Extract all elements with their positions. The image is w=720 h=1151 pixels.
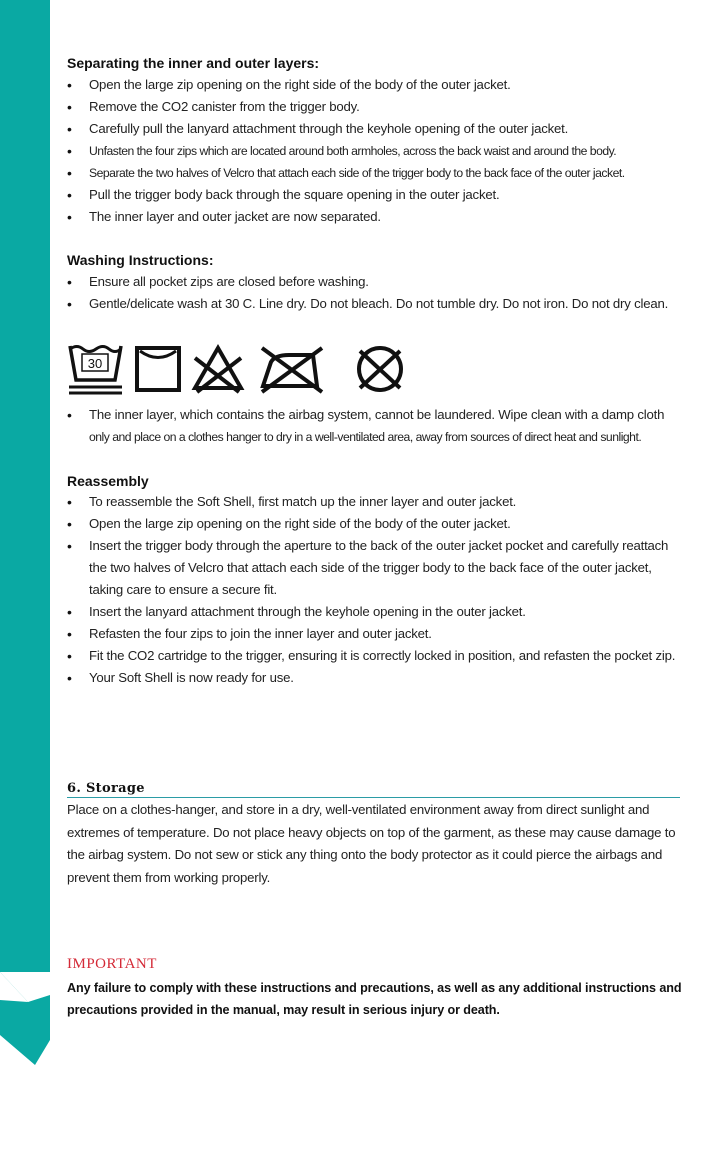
inner-note-line2: only and place on a clothes hanger to dry in a well-ventilated area, away from sources of direct heat and sunlight. [89, 430, 642, 444]
inner-note-line1: The inner layer, which contains the airbag system, cannot be laundered. Wipe clean with a damp cloth [89, 407, 665, 422]
storage-line: Place on a clothes-hanger, and store in a dry, well-ventilated environment away from direct sunlight and [67, 802, 650, 817]
list-item: • Open the large zip opening on the right side of the body of the outer jacket. [67, 74, 682, 96]
list-item: • Refasten the four zips to join the inner layer and outer jacket. [67, 623, 682, 645]
insert-trigger-line1: Insert the trigger body through the aperture to the back of the outer jacket pocket and carefully reattach [89, 538, 669, 553]
list-item: • Ensure all pocket zips are closed before washing. [67, 271, 682, 293]
list-item: • Unfasten the four zips which are located around both armholes, across the back waist and around the body. [67, 140, 682, 162]
separating-heading: Separating the inner and outer layers: [67, 55, 320, 71]
important-line1: Any failure to comply with these instructions and precautions, as well as any additional instructions and [67, 981, 682, 995]
washing-heading: Washing Instructions: [67, 252, 214, 268]
line-dry-icon [137, 348, 179, 390]
washing-list [67, 271, 682, 315]
separating-list [67, 74, 682, 228]
list-item: • The inner layer and outer jacket are now separated. [67, 206, 682, 228]
list-item: • Your Soft Shell is now ready for use. [67, 667, 682, 689]
side-notch-decoration [0, 0, 50, 1151]
list-item: • Fit the CO2 cartridge to the trigger, ensuring it is correctly locked in position, and refasten the pocket zip. [67, 645, 682, 667]
storage-line: extremes of temperature. Do not place heavy objects on top of the garment, as these may cause damage to [67, 824, 676, 840]
list-item: • Insert the lanyard attachment through the keyhole opening in the outer jacket. [67, 601, 682, 623]
reassembly-list [67, 491, 682, 689]
wash-temperature: 30 [87, 356, 103, 371]
storage-line: prevent them from working properly. [67, 869, 271, 885]
wash-30-icon [69, 346, 122, 393]
storage-text [67, 799, 682, 889]
storage-title: 6. Storage [67, 781, 680, 798]
care-symbols [67, 340, 412, 395]
no-dry-clean-icon [359, 348, 401, 390]
side-color-bar [0, 0, 50, 1151]
list-item: • Separate the two halves of Velcro that attach each side of the trigger body to the back face of the outer jacket. [67, 162, 682, 184]
list-item: • Remove the CO2 canister from the trigger body. [67, 96, 682, 118]
insert-trigger-line2: the two halves of Velcro that attach each side of the trigger body to the back face of the outer jacket, [89, 560, 652, 575]
important-title: IMPORTANT [67, 956, 157, 972]
reassembly-heading: Reassembly [67, 473, 149, 489]
insert-trigger-line3: taking care to ensure a secure fit. [89, 582, 277, 597]
list-item [67, 535, 682, 601]
no-bleach-icon [195, 348, 241, 392]
list-item: • Gentle/delicate wash at 30 C. Line dry. Do not bleach. Do not tumble dry. Do not iron. Do not dry clean. [67, 293, 682, 315]
no-iron-icon [262, 348, 322, 392]
important-line2: precautions provided in the manual, may result in serious injury or death. [67, 1003, 500, 1017]
important-text [67, 977, 682, 1021]
list-item: • To reassemble the Soft Shell, first match up the inner layer and outer jacket. [67, 491, 682, 513]
list-item: • Carefully pull the lanyard attachment through the keyhole opening of the outer jacket. [67, 118, 682, 140]
list-item: • Open the large zip opening on the right side of the body of the outer jacket. [67, 513, 682, 535]
list-item [67, 404, 682, 448]
storage-line: the airbag system. Do not sew or stick any thing onto the body protector as it could pierce the airbags and [67, 847, 663, 862]
list-item: • Pull the trigger body back through the square opening in the outer jacket. [67, 184, 682, 206]
inner-layer-note [67, 404, 682, 448]
